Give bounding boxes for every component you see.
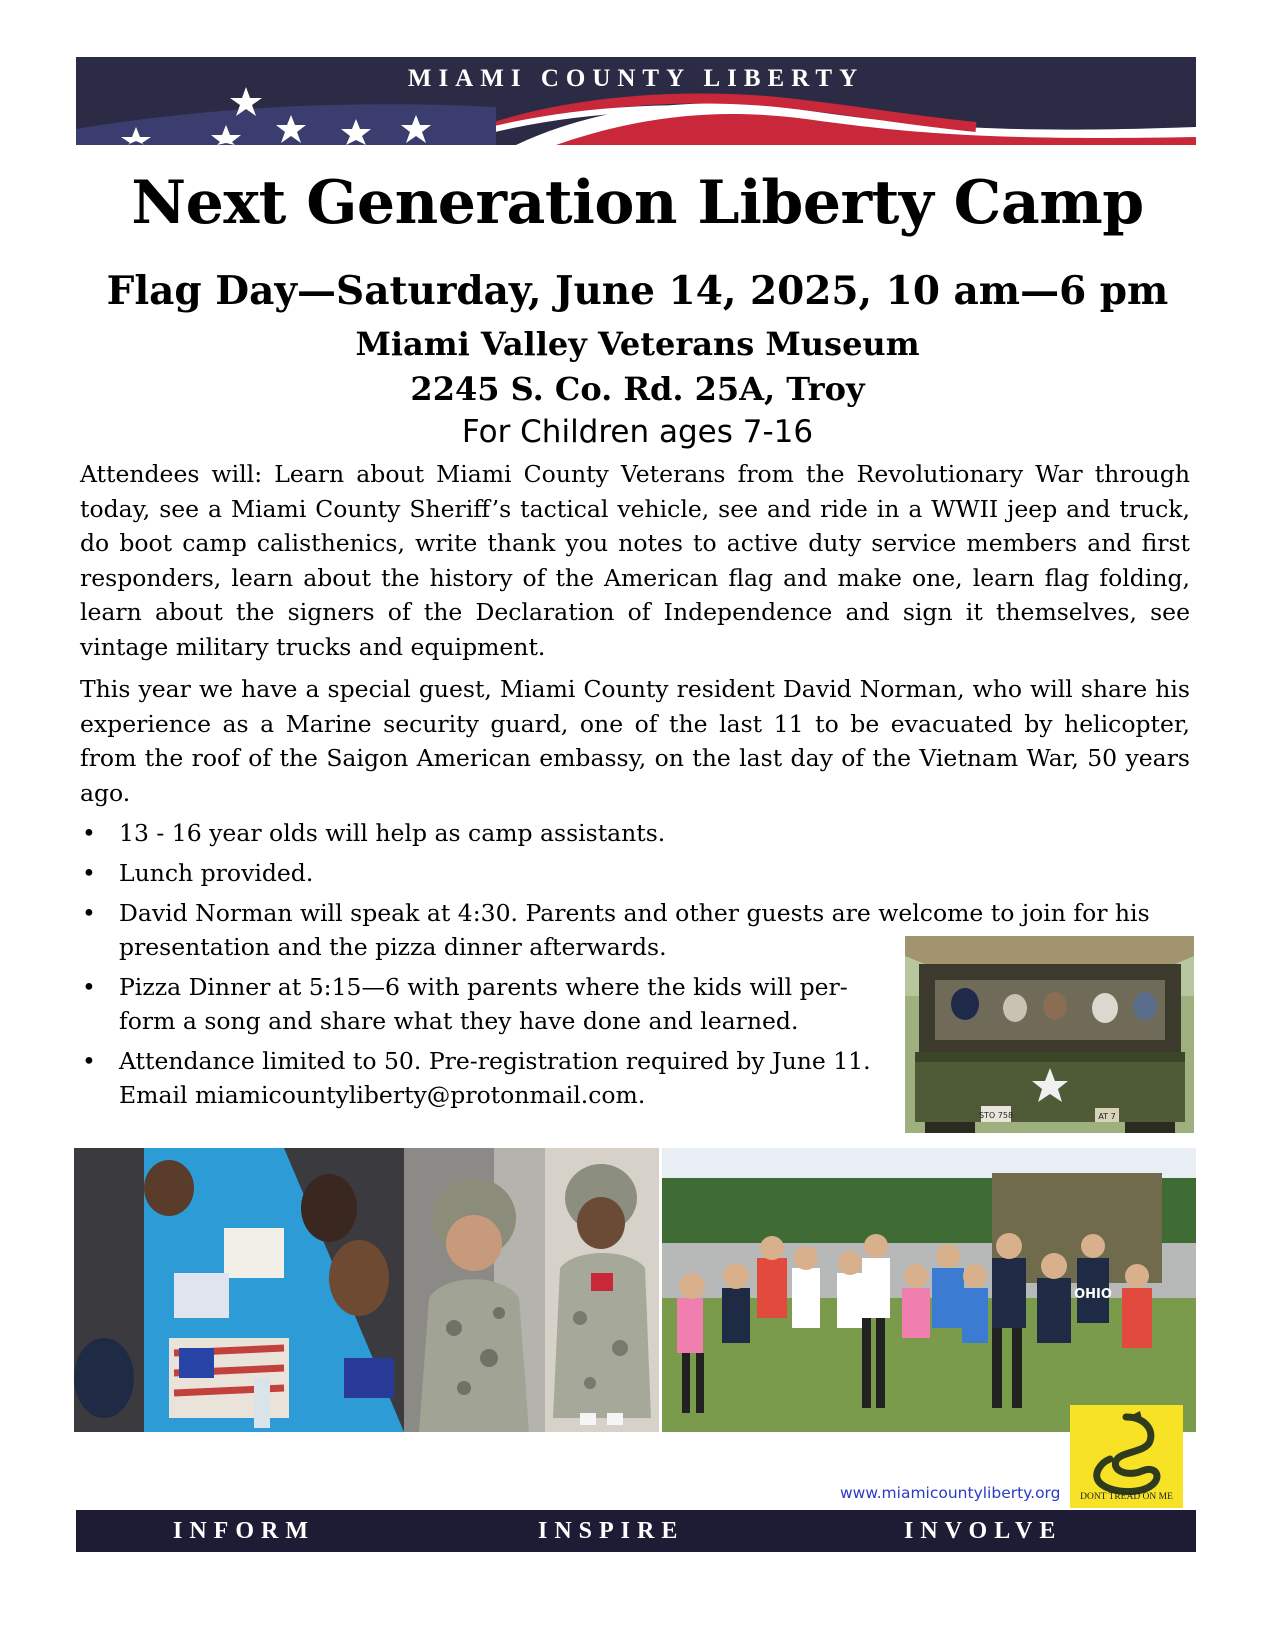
- list-item: [80, 816, 1190, 850]
- jeep-bumper-text: AT 7: [1098, 1112, 1116, 1121]
- event-audience: For Children ages 7-16: [461, 414, 814, 450]
- flag-craft-photo: [74, 1148, 404, 1432]
- jeep-plate-text: STO 758: [978, 1111, 1014, 1120]
- footer-word-inspire: INSPIRE: [538, 1518, 685, 1544]
- header-banner: [76, 57, 1196, 145]
- list-item: [80, 856, 1190, 890]
- bullet-icon: •: [82, 899, 96, 927]
- footer-bar: [76, 1510, 1196, 1552]
- bullet-icon: •: [82, 819, 96, 847]
- group-photo: [662, 1148, 1196, 1432]
- jeep-ride-photo: [905, 936, 1194, 1133]
- description-paragraph-1: Attendees will: Learn about Miami County Veterans from the Revolutionary War through today, see a Miami County Sheriff’s tactical vehicle, see and ride in a WWII jeep and truck, do boot camp calisthenics, write thank you notes to active duty service members and first responders, learn about the history of the American flag and make one, learn flag folding, learn about the signers of the Declaration of Independence and sign it themselves, see vintage military trucks and equipment.: [80, 460, 1190, 661]
- shirt-text: OHIO: [1074, 1287, 1112, 1302]
- list-item-text: 13 - 16 year olds will help as camp assistants.: [119, 819, 666, 847]
- website-link[interactable]: www.miamicountyliberty.org: [840, 1484, 1061, 1502]
- event-date: Flag Day—Saturday, June 14, 2025, 10 am—6 pm: [106, 268, 1169, 314]
- page-title: Next Generation Liberty Camp: [131, 168, 1144, 238]
- banner-title: MIAMI COUNTY LIBERTY: [407, 65, 865, 92]
- list-item-text: form a song and share what they have done and learned.: [119, 1007, 799, 1035]
- uniform-photo-1: [404, 1148, 545, 1432]
- list-item-text: Email miamicountyliberty@protonmail.com.: [119, 1081, 646, 1109]
- list-item-text: presentation and the pizza dinner afterwards.: [119, 933, 667, 961]
- bullet-icon: •: [82, 973, 96, 1001]
- event-address: 2245 S. Co. Rd. 25A, Troy: [410, 370, 865, 408]
- bullet-icon: •: [82, 1047, 96, 1075]
- list-item-text: Attendance limited to 50. Pre-registration required by June 11.: [119, 1047, 871, 1075]
- footer-word-involve: INVOLVE: [904, 1518, 1063, 1544]
- bullet-icon: •: [82, 859, 96, 887]
- gadsden-motto: DONT TREAD ON ME: [1080, 1492, 1173, 1502]
- list-item-text: Pizza Dinner at 5:15—6 with parents where the kids will per-: [119, 973, 848, 1001]
- uniform-photo-2: [545, 1148, 659, 1432]
- description-paragraph-2: This year we have a special guest, Miami County resident David Norman, who will share his experience as a Marine security guard, one of the last 11 to be evacuated by helicopter, from the roof of the Saigon American embassy, on the last day of the Vietnam War, 50 years ago.: [80, 675, 1190, 807]
- list-item-text: Lunch provided.: [119, 859, 314, 887]
- event-venue: Miami Valley Veterans Museum: [355, 325, 920, 363]
- list-item-text: David Norman will speak at 4:30. Parents and other guests are welcome to join for his: [119, 899, 1150, 927]
- gadsden-flag-icon: [1070, 1405, 1183, 1508]
- footer-word-inform: INFORM: [173, 1518, 315, 1544]
